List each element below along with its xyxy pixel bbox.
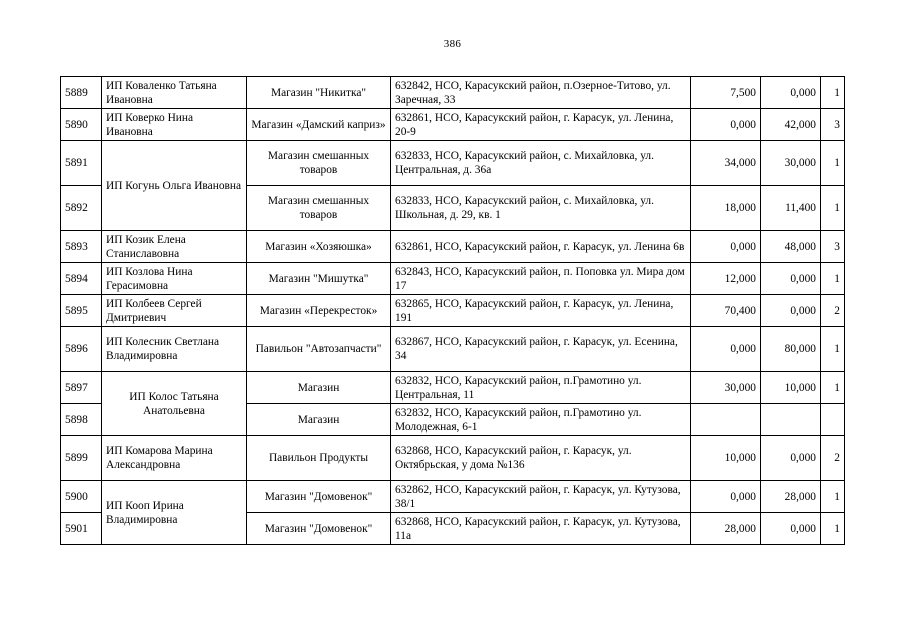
value-2 bbox=[761, 404, 821, 436]
row-number: 5889 bbox=[61, 77, 102, 109]
value-1: 0,000 bbox=[691, 481, 761, 513]
entrepreneur-name: ИП Колбеев Сергей Дмитриевич bbox=[102, 295, 247, 327]
shop-name: Магазин "Домовенок" bbox=[247, 481, 391, 513]
row-number: 5899 bbox=[61, 436, 102, 481]
value-3: 1 bbox=[821, 513, 845, 545]
value-2: 10,000 bbox=[761, 372, 821, 404]
value-2: 80,000 bbox=[761, 327, 821, 372]
shop-name: Магазин «Хозяюшка» bbox=[247, 231, 391, 263]
shop-name: Магазин "Никитка" bbox=[247, 77, 391, 109]
value-3: 1 bbox=[821, 77, 845, 109]
value-1 bbox=[691, 404, 761, 436]
value-2: 0,000 bbox=[761, 263, 821, 295]
value-2: 28,000 bbox=[761, 481, 821, 513]
shop-address: 632842, НСО, Карасукский район, п.Озерное-Титово, ул. Заречная, 33 bbox=[391, 77, 691, 109]
value-3: 1 bbox=[821, 186, 845, 231]
row-number: 5900 bbox=[61, 481, 102, 513]
value-3: 1 bbox=[821, 481, 845, 513]
shop-address: 632865, НСО, Карасукский район, г. Карасук, ул. Ленина, 191 bbox=[391, 295, 691, 327]
shop-address: 632833, НСО, Карасукский район, с. Михайловка, ул. Школьная, д. 29, кв. 1 bbox=[391, 186, 691, 231]
value-3: 1 bbox=[821, 263, 845, 295]
table-row bbox=[61, 481, 845, 513]
page-number: 386 bbox=[443, 38, 462, 50]
shop-address: 632861, НСО, Карасукский район, г. Карасук, ул. Ленина, 20-9 bbox=[391, 109, 691, 141]
entrepreneur-name: ИП Козик Елена Станиславовна bbox=[102, 231, 247, 263]
value-1: 34,000 bbox=[691, 141, 761, 186]
value-1: 0,000 bbox=[691, 327, 761, 372]
value-1: 28,000 bbox=[691, 513, 761, 545]
registry-table bbox=[60, 76, 845, 545]
entrepreneur-name: ИП Коверко Нина Ивановна bbox=[102, 109, 247, 141]
shop-address: 632868, НСО, Карасукский район, г. Карасук, ул. Кутузова, 11а bbox=[391, 513, 691, 545]
row-number: 5890 bbox=[61, 109, 102, 141]
shop-name: Павильон "Автозапчасти" bbox=[247, 327, 391, 372]
shop-name: Магазин "Мишутка" bbox=[247, 263, 391, 295]
value-1: 0,000 bbox=[691, 109, 761, 141]
value-3: 3 bbox=[821, 109, 845, 141]
value-2: 0,000 bbox=[761, 513, 821, 545]
shop-name: Магазин bbox=[247, 404, 391, 436]
value-3: 2 bbox=[821, 436, 845, 481]
value-2: 0,000 bbox=[761, 436, 821, 481]
table-row bbox=[61, 109, 845, 141]
value-1: 12,000 bbox=[691, 263, 761, 295]
value-1: 10,000 bbox=[691, 436, 761, 481]
shop-name: Магазин смешанных товаров bbox=[247, 141, 391, 186]
entrepreneur-name: ИП Коваленко Татьяна Ивановна bbox=[102, 77, 247, 109]
shop-address: 632868, НСО, Карасукский район, г. Карасук, ул. Октябрьская, у дома №136 bbox=[391, 436, 691, 481]
value-1: 0,000 bbox=[691, 231, 761, 263]
table-row bbox=[61, 295, 845, 327]
value-2: 42,000 bbox=[761, 109, 821, 141]
value-2: 11,400 bbox=[761, 186, 821, 231]
value-1: 18,000 bbox=[691, 186, 761, 231]
value-3: 3 bbox=[821, 231, 845, 263]
shop-address: 632832, НСО, Карасукский район, п.Грамотино ул. Молодежная, 6-1 bbox=[391, 404, 691, 436]
value-2: 30,000 bbox=[761, 141, 821, 186]
row-number: 5895 bbox=[61, 295, 102, 327]
value-3: 1 bbox=[821, 141, 845, 186]
shop-name: Магазин «Перекресток» bbox=[247, 295, 391, 327]
value-2: 48,000 bbox=[761, 231, 821, 263]
value-1: 70,400 bbox=[691, 295, 761, 327]
row-number: 5892 bbox=[61, 186, 102, 231]
value-3: 1 bbox=[821, 327, 845, 372]
entrepreneur-name: ИП Комарова Марина Александровна bbox=[102, 436, 247, 481]
value-3: 1 bbox=[821, 372, 845, 404]
row-number: 5891 bbox=[61, 141, 102, 186]
value-1: 30,000 bbox=[691, 372, 761, 404]
value-2: 0,000 bbox=[761, 295, 821, 327]
shop-name: Магазин "Домовенок" bbox=[247, 513, 391, 545]
shop-name: Магазин bbox=[247, 372, 391, 404]
entrepreneur-name: ИП Козлова Нина Герасимовна bbox=[102, 263, 247, 295]
row-number: 5896 bbox=[61, 327, 102, 372]
shop-name: Павильон Продукты bbox=[247, 436, 391, 481]
table-row bbox=[61, 77, 845, 109]
shop-address: 632832, НСО, Карасукский район, п.Грамотино ул. Центральная, 11 bbox=[391, 372, 691, 404]
shop-address: 632862, НСО, Карасукский район, г. Карасук, ул. Кутузова, 38/1 bbox=[391, 481, 691, 513]
entrepreneur-name: ИП Колос Татьяна Анатольевна bbox=[102, 372, 247, 436]
shop-name: Магазин смешанных товаров bbox=[247, 186, 391, 231]
shop-name: Магазин «Дамский каприз» bbox=[247, 109, 391, 141]
value-1: 7,500 bbox=[691, 77, 761, 109]
value-2: 0,000 bbox=[761, 77, 821, 109]
shop-address: 632843, НСО, Карасукский район, п. Поповка ул. Мира дом 17 bbox=[391, 263, 691, 295]
shop-address: 632833, НСО, Карасукский район, с. Михайловка, ул. Центральная, д. 36а bbox=[391, 141, 691, 186]
row-number: 5898 bbox=[61, 404, 102, 436]
table-row bbox=[61, 372, 845, 404]
entrepreneur-name: ИП Когунь Ольга Ивановна bbox=[102, 141, 247, 231]
table-row bbox=[61, 327, 845, 372]
value-3: 2 bbox=[821, 295, 845, 327]
table-row bbox=[61, 263, 845, 295]
entrepreneur-name: ИП Кооп Ирина Владимировна bbox=[102, 481, 247, 545]
shop-address: 632867, НСО, Карасукский район, г. Карасук, ул. Есенина, 34 bbox=[391, 327, 691, 372]
table-row bbox=[61, 436, 845, 481]
entrepreneur-name: ИП Колесник Светлана Владимировна bbox=[102, 327, 247, 372]
table-row bbox=[61, 141, 845, 186]
shop-address: 632861, НСО, Карасукский район, г. Карасук, ул. Ленина 6в bbox=[391, 231, 691, 263]
row-number: 5901 bbox=[61, 513, 102, 545]
value-3 bbox=[821, 404, 845, 436]
table-row bbox=[61, 231, 845, 263]
row-number: 5897 bbox=[61, 372, 102, 404]
row-number: 5894 bbox=[61, 263, 102, 295]
row-number: 5893 bbox=[61, 231, 102, 263]
